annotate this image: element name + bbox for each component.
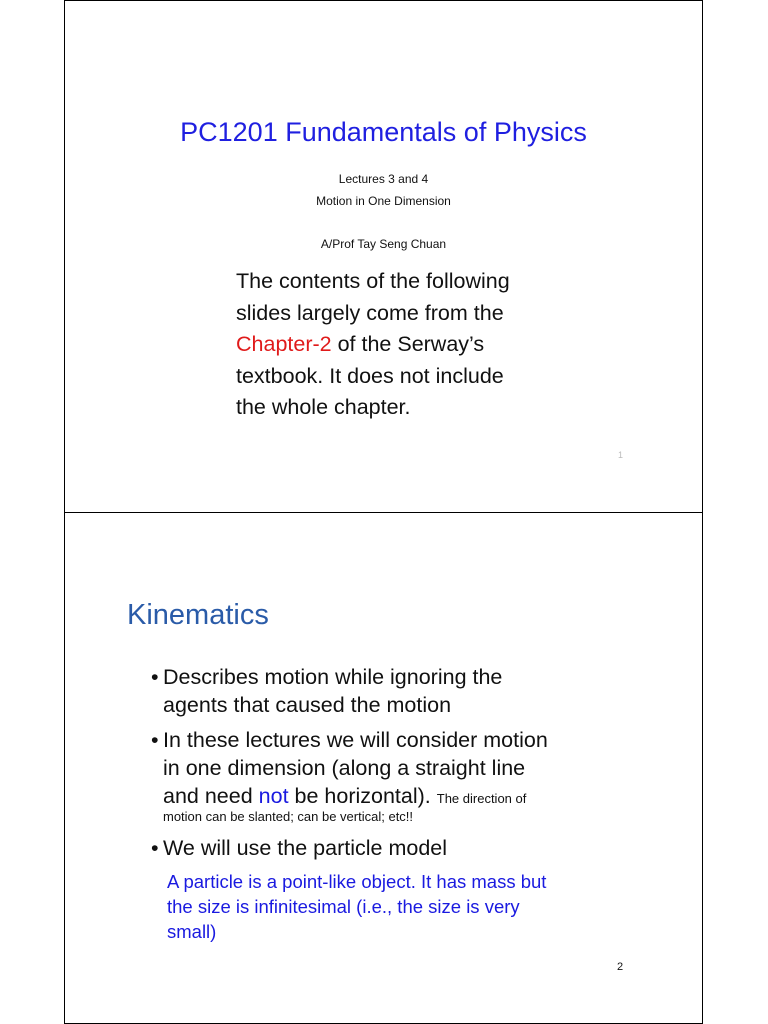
intro-text — [236, 266, 510, 424]
particle-line-2: the size is infinitesimal (i.e., the size is very — [167, 896, 520, 917]
particle-definition — [167, 869, 546, 944]
bullet-2-line-3-b: be horizontal). — [288, 784, 437, 808]
bullet-2-line-1: In these lectures we will consider motion — [163, 728, 548, 752]
particle-line-3: small) — [167, 921, 217, 942]
slide-2 — [64, 512, 703, 1024]
bullet-2-line-2: in one dimension (along a straight line — [163, 756, 526, 780]
bullet-1-line-2: agents that caused the motion — [163, 693, 452, 717]
not-emphasis: not — [258, 784, 289, 808]
intro-line-2: slides largely come from the — [236, 300, 504, 325]
direction-note: The direction of — [436, 791, 527, 806]
intro-line-5: the whole chapter. — [236, 395, 411, 420]
direction-note-line-2: motion can be slanted; can be vertical; etc!! — [163, 809, 414, 824]
intro-line-3-rest: of the Serway’s — [331, 332, 485, 357]
bullet-2-line-3-a: and need — [163, 784, 259, 808]
intro-line-3 — [236, 329, 510, 361]
bullet-1-line-1: Describes motion while ignoring the — [163, 665, 503, 689]
chapter-reference: Chapter-2 — [236, 332, 332, 357]
bullet-3-dot: • — [151, 836, 159, 860]
intro-line-1: The contents of the following — [236, 269, 510, 293]
slide-1 — [64, 0, 703, 513]
bullet-3-line-1: We will use the particle model — [163, 836, 448, 860]
particle-line-1: A particle is a point-like object. It has mass but — [167, 871, 547, 892]
page-number-2: 2 — [617, 961, 624, 973]
author-label: A/Prof Tay Seng Chuan — [320, 237, 447, 251]
intro-line-4: textbook. It does not include — [236, 363, 504, 388]
bullet-1-dot: • — [151, 665, 159, 689]
topic-label: Motion in One Dimension — [316, 194, 451, 208]
lectures-label: Lectures 3 and 4 — [338, 172, 429, 186]
bullet-2-dot: • — [151, 728, 159, 752]
page-number-1: 1 — [618, 450, 624, 460]
slide-2-title: Kinematics — [127, 599, 269, 631]
slide-1-title: PC1201 Fundamentals of Physics — [180, 117, 587, 147]
